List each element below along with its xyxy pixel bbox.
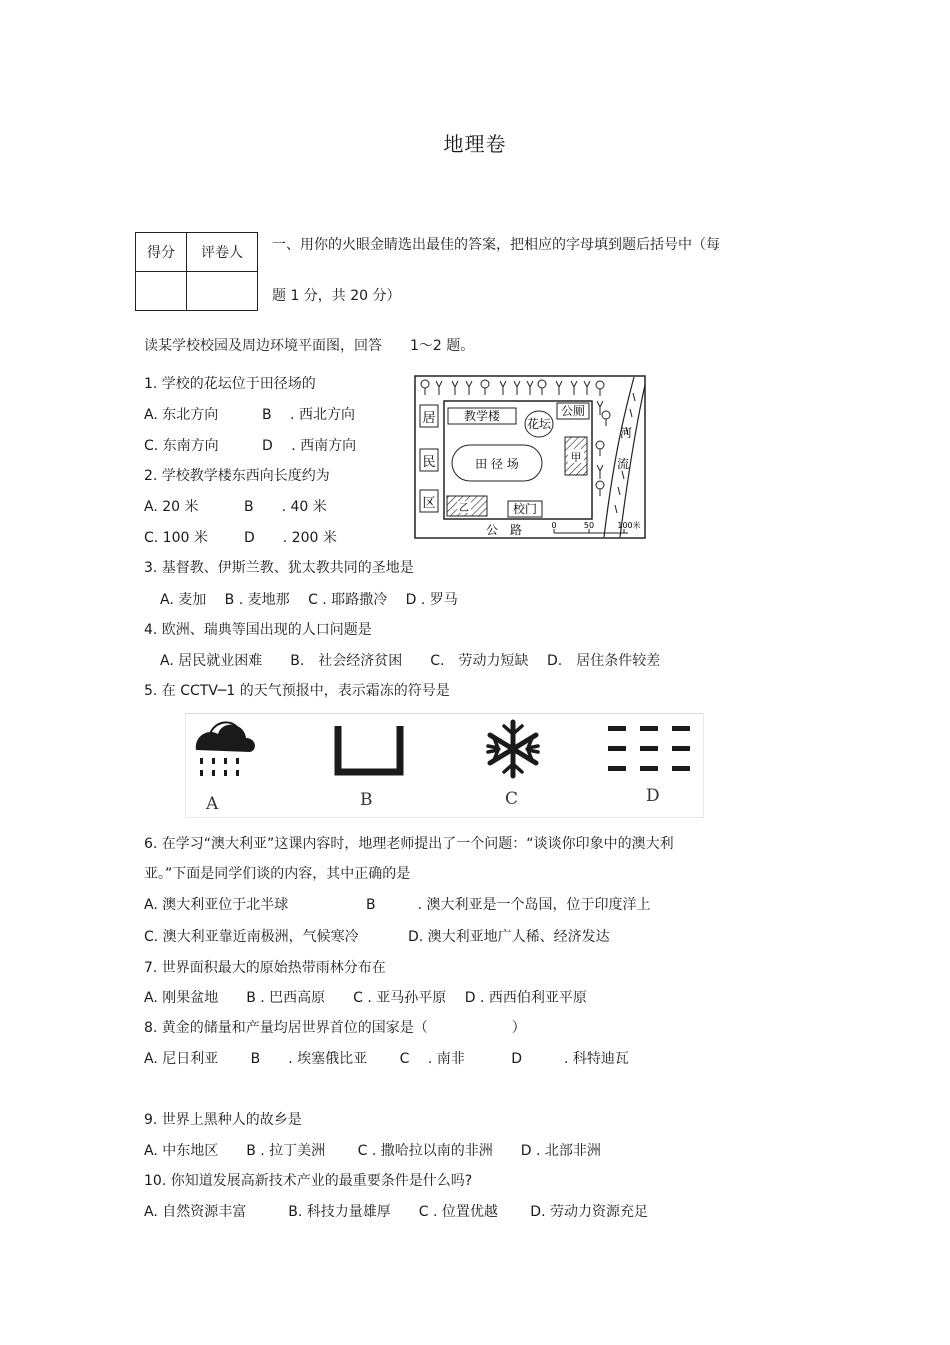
residential-label-3: 区 bbox=[422, 496, 436, 511]
question-9-stem: 9. 世界上黑种人的故乡是 bbox=[144, 1112, 302, 1128]
question-6-option-b: B . 澳大利亚是一个岛国，位于印度洋上 bbox=[366, 897, 651, 913]
residential-label-1: 居 bbox=[422, 411, 436, 426]
question-4-stem: 4. 欧洲、瑞典等国出现的人口问题是 bbox=[144, 622, 372, 638]
residential-label-2: 民 bbox=[422, 455, 436, 470]
grader-cell bbox=[187, 272, 258, 311]
question-1-stem: 1. 学校的花坛位于田径场的 bbox=[144, 376, 316, 392]
question-2-option-b: B . 40 米 bbox=[244, 499, 327, 515]
score-table bbox=[135, 232, 258, 311]
question-6-option-c: C. 澳大利亚靠近南极洲，气候寒冷 bbox=[144, 929, 359, 945]
question-2-option-d: D . 200 米 bbox=[244, 530, 337, 546]
toilet-label: 公厕 bbox=[560, 404, 586, 418]
river-label-2: 流 bbox=[616, 457, 630, 471]
question-4-options: A. 居民就业困难 B. 社会经济贫困 C. 劳动力短缺 D. 居住条件较差 bbox=[160, 653, 661, 669]
building-jia-label: 甲 bbox=[570, 451, 582, 464]
score-header: 得分 bbox=[136, 233, 187, 272]
question-9-options: A. 中东地区 B . 拉丁美洲 C . 撒哈拉以南的非洲 D . 北部非洲 bbox=[144, 1143, 601, 1159]
snowflake-icon bbox=[482, 718, 544, 780]
grader-header: 评卷人 bbox=[187, 233, 258, 272]
question-3-options: A. 麦加 B . 麦地那 C . 耶路撒冷 D . 罗马 bbox=[160, 592, 458, 608]
question-1-option-d: D . 西南方向 bbox=[262, 438, 357, 454]
question-6-stem-line2: 亚。”下面是同学们谈的内容，其中正确的是 bbox=[144, 866, 411, 882]
building-yi-label: 乙 bbox=[459, 503, 469, 514]
symbol-label-a: A bbox=[206, 794, 219, 814]
campus-map bbox=[414, 375, 646, 539]
scale-label-100: 100米 bbox=[617, 521, 641, 530]
rain-cloud-icon bbox=[188, 716, 258, 782]
dashed-lines-icon bbox=[608, 724, 690, 776]
frost-bracket-icon bbox=[334, 724, 404, 776]
question-1-option-a: A. 东北方向 bbox=[144, 407, 219, 423]
road-label: 公 路 bbox=[485, 523, 523, 537]
question-7-options: A. 刚果盆地 B . 巴西高原 C . 亚马孙平原 D . 西西伯利亚平原 bbox=[144, 990, 587, 1006]
river-label-1: 河 bbox=[619, 426, 633, 440]
question-7-stem: 7. 世界面积最大的原始热带雨林分布在 bbox=[144, 960, 386, 976]
question-5-stem: 5. 在 CCTV─1 的天气预报中，表示霜冻的符号是 bbox=[144, 683, 450, 699]
question-1-option-c: C. 东南方向 bbox=[144, 438, 219, 454]
weather-symbols-figure bbox=[185, 713, 704, 818]
section-instruction-line1: 一、用你的火眼金睛选出最佳的答案，把相应的字母填到题后括号中（每 bbox=[272, 237, 720, 253]
track-field-label: 田 径 场 bbox=[475, 457, 519, 471]
question-2-option-c: C. 100 米 bbox=[144, 530, 208, 546]
scale-label-0: 0 bbox=[551, 521, 557, 530]
question-3-stem: 3. 基督教、伊斯兰教、犹太教共同的圣地是 bbox=[144, 560, 414, 576]
question-10-stem: 10. 你知道发展高新技术产业的最重要条件是什么吗? bbox=[144, 1173, 473, 1189]
symbol-label-b: B bbox=[360, 790, 373, 810]
map-intro: 读某学校校园及周边环境平面图，回答 1～2 题。 bbox=[144, 338, 475, 354]
question-2-stem: 2. 学校教学楼东西向长度约为 bbox=[144, 468, 330, 484]
school-gate-label: 校门 bbox=[512, 502, 538, 516]
teaching-building-label: 教学楼 bbox=[463, 409, 501, 423]
question-1-option-b: B . 西北方向 bbox=[262, 407, 355, 423]
symbol-label-c: C bbox=[505, 789, 519, 809]
score-cell bbox=[136, 272, 187, 311]
question-8-stem: 8. 黄金的储量和产量均居世界首位的国家是（ ） bbox=[144, 1020, 526, 1036]
scale-label-50: 50 bbox=[583, 521, 595, 530]
question-6-stem-line1: 6. 在学习“澳大利亚”这课内容时，地理老师提出了一个问题：“谈谈你印象中的澳大利 bbox=[144, 836, 674, 852]
question-6-option-a: A. 澳大利亚位于北半球 bbox=[144, 897, 289, 913]
question-2-option-a: A. 20 米 bbox=[144, 499, 199, 515]
question-10-options: A. 自然资源丰富 B. 科技力量雄厚 C . 位置优越 D. 劳动力资源充足 bbox=[144, 1204, 648, 1220]
section-instruction-line2: 题 1 分，共 20 分） bbox=[272, 288, 401, 304]
flower-bed-label: 花坛 bbox=[526, 417, 552, 431]
page-title: 地理卷 bbox=[443, 132, 507, 156]
question-6-option-d: D. 澳大利亚地广人稀、经济发达 bbox=[408, 929, 610, 945]
symbol-label-d: D bbox=[646, 786, 660, 806]
question-8-options: A. 尼日利亚 B . 埃塞俄比亚 C . 南非 D . 科特迪瓦 bbox=[144, 1051, 629, 1067]
